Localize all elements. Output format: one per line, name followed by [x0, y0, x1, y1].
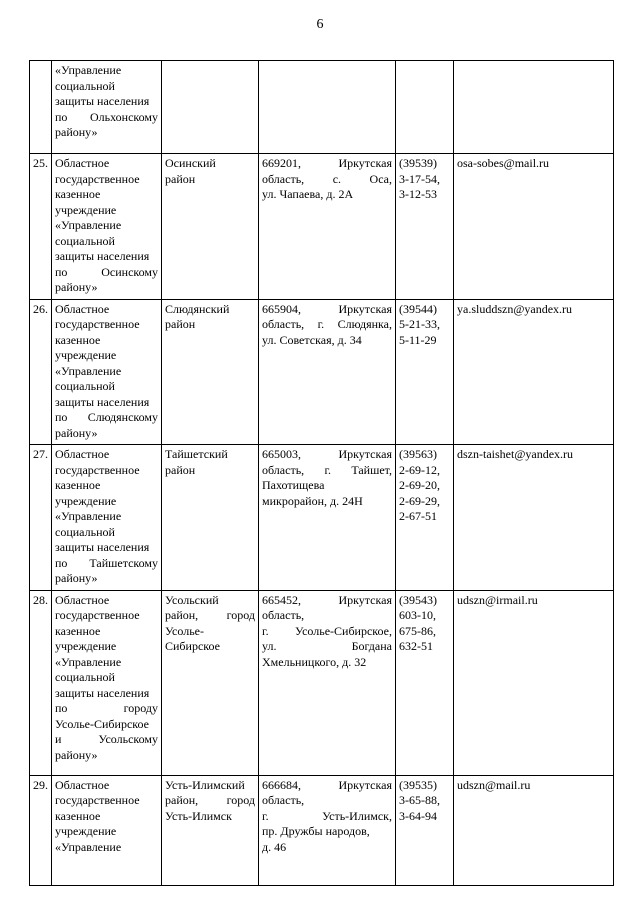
- text-line: «Управление: [55, 654, 122, 669]
- text-line: району»: [55, 125, 98, 139]
- phone-line: 2-69-29,: [399, 493, 440, 508]
- text-segment: и: [55, 732, 62, 746]
- phone-line: (39539): [399, 156, 437, 170]
- text-segment: Иркутская: [338, 777, 392, 792]
- text-segment: Тайшет,: [351, 462, 392, 477]
- text-line: казенное: [55, 187, 101, 201]
- text-line: [55, 110, 158, 126]
- text-segment: город: [226, 608, 255, 622]
- address-cell: [259, 445, 396, 591]
- organization-cell: [52, 590, 162, 775]
- text-segment: с.: [332, 171, 342, 186]
- phone-line: 5-21-33,: [399, 317, 440, 331]
- text-segment: район,: [165, 608, 199, 622]
- phone-line: (39543): [399, 592, 437, 607]
- table-row: [30, 154, 614, 300]
- text-segment: г.: [262, 808, 269, 823]
- text-segment: по: [55, 109, 68, 124]
- text-segment: по: [55, 701, 68, 715]
- text-line: учреждение: [55, 639, 117, 653]
- text-segment: Слюдянка,: [337, 317, 392, 331]
- text-line: учреждение: [55, 202, 117, 217]
- text-line: социальной: [55, 670, 115, 684]
- phone-line: 632-51: [399, 639, 433, 653]
- text-line: казенное: [55, 623, 101, 638]
- phone-cell: [396, 445, 454, 591]
- phone-line: 2-69-12,: [399, 462, 440, 477]
- text-line: район: [165, 317, 196, 331]
- phone-line: 2-69-20,: [399, 478, 440, 492]
- text-segment: Иркутская: [338, 447, 392, 461]
- text-line: ул. Чапаева, д. 2А: [262, 187, 354, 201]
- phone-cell: [396, 775, 454, 885]
- text-line: [262, 463, 392, 479]
- text-line: государственное: [55, 793, 140, 807]
- row-number-cell: [30, 154, 52, 300]
- text-line: микрорайон, д. 24Н: [262, 493, 363, 508]
- phone-cell: [396, 61, 454, 154]
- phone-line: 675-86,: [399, 623, 436, 638]
- text-segment: Иркутская: [338, 592, 392, 607]
- organization-cell: [52, 299, 162, 445]
- row-number-cell: [30, 775, 52, 885]
- text-line: социальной: [55, 78, 115, 93]
- address-cell: [259, 154, 396, 300]
- text-segment: 665904,: [262, 301, 301, 316]
- text-segment: ул.: [262, 639, 277, 653]
- text-line: району»: [55, 571, 98, 585]
- text-line: району»: [55, 280, 98, 294]
- district-cell: [162, 154, 259, 300]
- text-line: д. 46: [262, 839, 287, 854]
- email-cell: [454, 775, 614, 885]
- text-line: «Управление: [55, 509, 122, 523]
- institutions-table: [29, 60, 614, 886]
- text-line: Областное: [55, 592, 110, 607]
- text-segment: 665003,: [262, 447, 301, 461]
- text-line: [165, 608, 255, 624]
- text-line: Хмельницкого, д. 32: [262, 654, 367, 669]
- address-cell: [259, 61, 396, 154]
- row-number-cell: [30, 590, 52, 775]
- text-line: государственное: [55, 171, 140, 186]
- text-line: Усолье-: [165, 623, 205, 638]
- text-segment: по: [55, 264, 68, 279]
- text-line: Усть-Илимский: [165, 777, 245, 792]
- table-row: [30, 299, 614, 445]
- text-segment: Иркутская: [338, 301, 392, 316]
- text-line: район: [165, 171, 196, 186]
- text-line: область,: [262, 793, 305, 807]
- text-line: «Управление: [55, 363, 122, 378]
- text-line: Областное: [55, 301, 110, 316]
- text-line: защиты населения: [55, 394, 150, 409]
- text-line: государственное: [55, 608, 140, 622]
- address-cell: [259, 590, 396, 775]
- text-line: [262, 302, 392, 318]
- district-cell: [162, 61, 259, 154]
- phone-line: 3-12-53: [399, 187, 437, 201]
- text-segment: Ольхонскому: [89, 109, 158, 124]
- text-segment: Усть-Илимск,: [322, 808, 392, 823]
- table-row: [30, 590, 614, 775]
- text-segment: область,: [262, 171, 305, 186]
- district-cell: [162, 775, 259, 885]
- text-line: [262, 778, 392, 794]
- text-line: социальной: [55, 233, 115, 248]
- phone-line: (39563): [399, 447, 437, 461]
- table-row: [30, 775, 614, 885]
- text-segment: 665452,: [262, 592, 301, 607]
- text-segment: по: [55, 555, 68, 570]
- text-line: Областное: [55, 156, 110, 170]
- district-cell: [162, 445, 259, 591]
- text-line: государственное: [55, 462, 140, 477]
- phone-cell: [396, 154, 454, 300]
- organization-cell: [52, 775, 162, 885]
- text-line: [55, 732, 158, 748]
- phone-line: 3-65-88,: [399, 793, 440, 807]
- text-segment: г.: [262, 623, 269, 638]
- email-cell: [454, 445, 614, 591]
- text-segment: г.: [317, 317, 325, 331]
- text-segment: г.: [324, 462, 332, 477]
- text-line: ул. Советская, д. 34: [262, 332, 362, 347]
- text-segment: область,: [262, 462, 305, 477]
- table-row: [30, 61, 614, 154]
- text-segment: Осинскому: [101, 264, 158, 279]
- text-line: [165, 793, 255, 809]
- text-line: [262, 624, 392, 640]
- text-segment: Слюдянскому: [87, 410, 158, 424]
- text-line: государственное: [55, 317, 140, 331]
- row-number-cell: [30, 299, 52, 445]
- text-line: «Управление: [55, 218, 122, 232]
- district-cell: [162, 299, 259, 445]
- text-line: защиты населения: [55, 540, 150, 554]
- text-segment: 669201,: [262, 156, 301, 170]
- row-number-cell: [30, 61, 52, 154]
- text-line: социальной: [55, 524, 115, 539]
- phone-line: 3-64-94: [399, 808, 437, 823]
- email-address: udszn@mail.ru: [457, 777, 531, 792]
- text-line: Осинский: [165, 156, 216, 170]
- text-line: району»: [55, 425, 98, 440]
- email-cell: [454, 154, 614, 300]
- row-number: 27.: [33, 447, 48, 461]
- organization-cell: [52, 445, 162, 591]
- row-number: 29.: [33, 777, 48, 792]
- email-address: osa-sobes@mail.ru: [457, 156, 550, 170]
- text-segment: по: [55, 410, 68, 424]
- email-address: dszn-taishet@yandex.ru: [457, 447, 574, 461]
- text-line: Слюдянский: [165, 301, 230, 316]
- text-segment: район,: [165, 793, 199, 807]
- text-line: Усть-Илимск: [165, 808, 232, 823]
- phone-line: 603-10,: [399, 608, 436, 622]
- text-line: Областное: [55, 447, 110, 461]
- text-segment: Тайшетскому: [89, 555, 158, 570]
- text-line: [55, 701, 158, 717]
- text-line: району»: [55, 747, 98, 762]
- text-line: [262, 317, 392, 333]
- text-segment: город: [226, 793, 255, 807]
- text-line: область,: [262, 608, 305, 622]
- organization-cell: [52, 154, 162, 300]
- text-line: [262, 809, 392, 825]
- row-number: 26.: [33, 301, 48, 316]
- district-cell: [162, 590, 259, 775]
- text-segment: Оса,: [369, 171, 392, 186]
- text-segment: Усолье-Сибирское,: [295, 623, 392, 638]
- phone-cell: [396, 299, 454, 445]
- phone-line: (39544): [399, 301, 437, 316]
- text-segment: Усольскому: [98, 732, 158, 746]
- text-line: защиты населения: [55, 249, 150, 263]
- row-number: 25.: [33, 156, 48, 170]
- text-segment: 666684,: [262, 777, 301, 792]
- text-line: «Управление: [55, 63, 122, 77]
- text-line: «Управление: [55, 839, 122, 854]
- text-line: [55, 265, 158, 281]
- text-line: казенное: [55, 332, 101, 347]
- phone-line: 2-67-51: [399, 509, 437, 523]
- address-cell: [259, 299, 396, 445]
- text-segment: область,: [262, 317, 305, 331]
- text-line: [262, 447, 392, 463]
- text-line: учреждение: [55, 493, 117, 508]
- text-line: социальной: [55, 379, 115, 393]
- text-line: учреждение: [55, 348, 117, 362]
- table-row: [30, 445, 614, 591]
- text-line: [55, 556, 158, 572]
- phone-line: 5-11-29: [399, 332, 437, 347]
- text-line: [262, 156, 392, 172]
- text-line: учреждение: [55, 824, 117, 838]
- text-line: казенное: [55, 808, 101, 823]
- text-line: защиты населения: [55, 685, 150, 700]
- email-cell: [454, 299, 614, 445]
- text-line: [262, 172, 392, 188]
- text-segment: Богдана: [351, 639, 392, 653]
- text-segment: Иркутская: [338, 156, 392, 170]
- email-address: ya.sluddszn@yandex.ru: [457, 301, 573, 316]
- phone-line: (39535): [399, 777, 437, 792]
- text-line: Пахотищева: [262, 478, 325, 492]
- text-line: казенное: [55, 478, 101, 492]
- email-cell: [454, 590, 614, 775]
- row-number-cell: [30, 445, 52, 591]
- text-line: Областное: [55, 777, 110, 792]
- text-line: район: [165, 462, 196, 477]
- organization-cell: [52, 61, 162, 154]
- phone-line: 3-17-54,: [399, 171, 440, 186]
- page-number: 6: [316, 17, 324, 32]
- text-line: Усольский: [165, 592, 219, 607]
- row-number: 28.: [33, 592, 48, 607]
- text-line: Сибирское: [165, 639, 220, 653]
- text-line: [262, 593, 392, 609]
- text-line: [262, 639, 392, 655]
- text-segment: городу: [123, 701, 158, 715]
- phone-cell: [396, 590, 454, 775]
- text-line: Усолье-Сибирское: [55, 716, 149, 731]
- text-line: защиты населения: [55, 94, 150, 108]
- address-cell: [259, 775, 396, 885]
- text-line: Тайшетский: [165, 447, 228, 461]
- text-line: пр. Дружбы народов,: [262, 824, 370, 838]
- email-cell: [454, 61, 614, 154]
- text-line: [55, 410, 158, 426]
- email-address: udszn@irmail.ru: [457, 592, 538, 607]
